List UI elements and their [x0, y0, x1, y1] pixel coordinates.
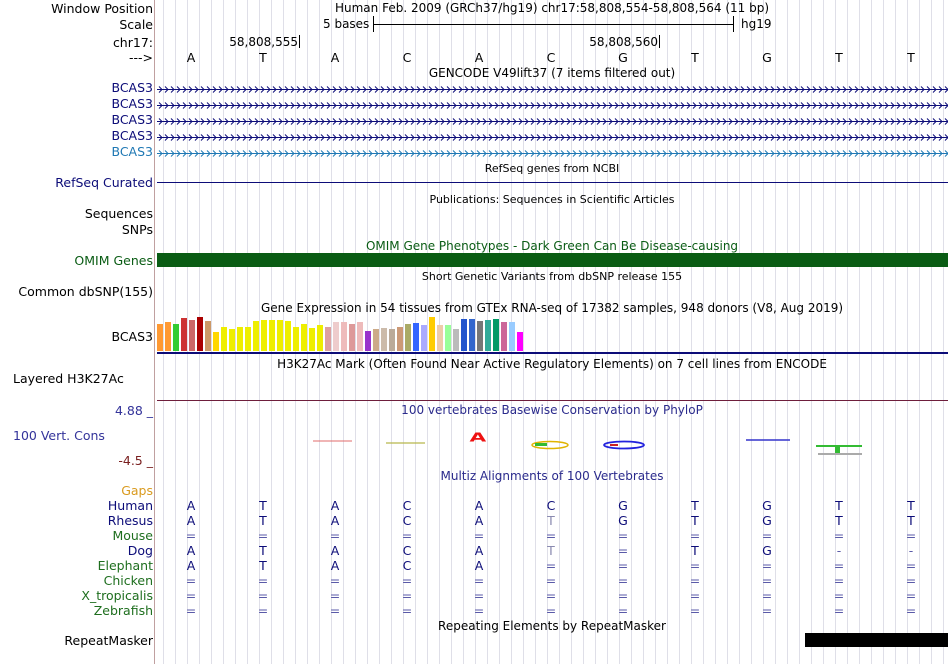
gtex-tissue-bar[interactable] [445, 325, 451, 351]
gencode-transcript-label[interactable]: BCAS3 [111, 96, 153, 111]
gencode-transcript-line[interactable] [157, 81, 948, 94]
phylop-label[interactable]: 100 Vert. Cons [13, 428, 105, 443]
gtex-tissue-bar[interactable] [205, 321, 211, 351]
gtex-tissue-bar[interactable] [173, 324, 179, 351]
multiz-base: A [186, 543, 196, 558]
scale-bar [373, 24, 733, 25]
phylop-title[interactable]: 100 vertebrates Basewise Conservation by PhyloP [401, 403, 703, 417]
scale-bar-right-tick [733, 16, 734, 32]
multiz-base: = [689, 573, 701, 588]
multiz-base: = [401, 588, 413, 603]
gtex-tissue-bar[interactable] [229, 329, 235, 351]
gencode-transcript-line[interactable] [157, 113, 948, 126]
multiz-base: = [833, 558, 845, 573]
omim-gene-bar[interactable] [157, 253, 948, 267]
multiz-base: T [547, 513, 555, 528]
multiz-species-label[interactable]: Elephant [97, 558, 153, 573]
multiz-base: = [689, 603, 701, 618]
multiz-base: = [545, 573, 557, 588]
gencode-transcript-label[interactable]: BCAS3 [111, 128, 153, 143]
multiz-base: = [473, 588, 485, 603]
gtex-tissue-bar[interactable] [365, 331, 371, 351]
base-letter: C [402, 50, 412, 65]
coord-a-tick [299, 35, 300, 48]
multiz-base: = [689, 588, 701, 603]
multiz-base: A [474, 498, 484, 513]
multiz-base: = [257, 588, 269, 603]
multiz-base: = [545, 528, 557, 543]
multiz-base: T [259, 543, 267, 558]
multiz-species-label[interactable]: Mouse [112, 528, 153, 543]
scale-db: hg19 [741, 17, 772, 31]
multiz-base: G [618, 513, 628, 528]
assembly-position-text: Human Feb. 2009 (GRCh37/hg19) chr17:58,808,554-58,808,564 (11 bp) [334, 1, 770, 15]
scale-text: 5 bases [323, 17, 370, 31]
gtex-tissue-bar[interactable] [349, 324, 355, 351]
phylop-mark-g [610, 444, 618, 446]
multiz-species-label[interactable]: Chicken [103, 573, 153, 588]
gtex-tissue-bar[interactable] [301, 324, 307, 351]
scale-bar-left-tick [373, 16, 374, 32]
gtex-tissue-bar[interactable] [181, 318, 187, 351]
gtex-tissue-bar[interactable] [213, 332, 219, 351]
dbsnp-title[interactable]: Short Genetic Variants from dbSNP release 155 [421, 270, 683, 283]
multiz-base: T [835, 498, 843, 513]
base-letter: A [186, 50, 196, 65]
gtex-tissue-bar[interactable] [477, 321, 483, 351]
chrom-label: chr17: [112, 35, 153, 50]
gtex-tissue-bar[interactable] [221, 327, 227, 351]
multiz-base: = [617, 588, 629, 603]
multiz-base: = [257, 603, 269, 618]
multiz-base: A [330, 558, 340, 573]
gtex-tissue-bar[interactable] [341, 322, 347, 351]
gtex-tissue-bar[interactable] [429, 317, 435, 351]
gtex-tissue-bar[interactable] [253, 321, 259, 351]
dbsnp-label[interactable]: Common dbSNP(155) [18, 284, 153, 299]
phylop-logo[interactable] [0, 420, 950, 460]
base-letter: G [618, 50, 628, 65]
multiz-base: G [762, 498, 772, 513]
multiz-base: = [833, 588, 845, 603]
repeatmasker-element[interactable] [805, 633, 948, 647]
multiz-base: T [691, 513, 699, 528]
multiz-base: = [617, 528, 629, 543]
multiz-base: = [761, 573, 773, 588]
gtex-tissue-bar[interactable] [309, 328, 315, 351]
phylop-letter-t-stem [835, 445, 840, 453]
h3k27ac-baseline [157, 400, 948, 401]
gtex-tissue-bar[interactable] [157, 324, 163, 351]
multiz-base: = [617, 558, 629, 573]
gencode-transcript-line[interactable] [157, 129, 948, 142]
gtex-title[interactable]: Gene Expression in 54 tissues from GTEx RNA-seq of 17382 samples, 948 donors (V8, Aug 2019) [260, 301, 844, 315]
multiz-base: G [762, 543, 772, 558]
multiz-base: A [474, 513, 484, 528]
multiz-base: = [905, 573, 917, 588]
coord-a: 58,808,555 [229, 35, 298, 49]
multiz-species-label[interactable]: X_tropicalis [81, 588, 153, 603]
gtex-tissue-bar[interactable] [469, 319, 475, 351]
gaps-label[interactable]: Gaps [121, 483, 153, 498]
multiz-base: C [402, 498, 412, 513]
multiz-base: C [402, 543, 412, 558]
coord-b: 58,808,560 [589, 35, 658, 49]
gtex-tissue-bar[interactable] [381, 328, 387, 351]
multiz-base: = [617, 543, 629, 558]
gtex-tissue-bar[interactable] [389, 329, 395, 351]
gencode-transcript-label[interactable]: BCAS3 [111, 144, 153, 159]
gtex-tissue-bar[interactable] [437, 325, 443, 351]
scale-label: Scale [119, 17, 153, 32]
multiz-base: = [689, 528, 701, 543]
phylop-mark-10 [818, 453, 862, 455]
gtex-tissue-bar[interactable] [421, 325, 427, 351]
multiz-base: A [186, 498, 196, 513]
gtex-tissue-bar[interactable] [277, 320, 283, 351]
multiz-base: = [689, 558, 701, 573]
publications-title[interactable]: Publications: Sequences in Scientific Articles [429, 193, 675, 206]
multiz-title[interactable]: Multiz Alignments of 100 Vertebrates [440, 469, 664, 483]
gtex-tissue-bar[interactable] [325, 327, 331, 351]
phylop-mark-c [535, 443, 547, 446]
gtex-tissue-bar[interactable] [517, 332, 523, 351]
strand-label: ---> [128, 50, 153, 65]
gtex-tissue-bar[interactable] [197, 317, 203, 351]
multiz-base: = [257, 573, 269, 588]
gtex-tissue-bar[interactable] [189, 320, 195, 351]
multiz-base: = [473, 573, 485, 588]
multiz-base: = [905, 603, 917, 618]
gtex-tissue-bar[interactable] [413, 323, 419, 351]
phylop-min-label: -4.5 _ [118, 453, 153, 468]
multiz-base: T [259, 558, 267, 573]
base-letter: G [762, 50, 772, 65]
base-letter: A [474, 50, 484, 65]
gtex-tissue-bar[interactable] [405, 324, 411, 351]
gtex-tissue-bar[interactable] [293, 327, 299, 351]
gtex-tissue-bar[interactable] [317, 325, 323, 351]
multiz-base: = [545, 603, 557, 618]
multiz-base: G [762, 513, 772, 528]
multiz-base: = [761, 528, 773, 543]
refseq-title[interactable]: RefSeq genes from NCBI [484, 162, 620, 175]
multiz-species-label[interactable]: Zebrafish [93, 603, 153, 618]
gtex-tissue-bar[interactable] [165, 322, 171, 351]
base-letter: T [259, 50, 267, 65]
multiz-base: T [691, 543, 699, 558]
gtex-tissue-bar[interactable] [357, 322, 363, 351]
multiz-base: = [185, 588, 197, 603]
multiz-base: = [401, 573, 413, 588]
multiz-base: = [833, 573, 845, 588]
gencode-transcript-label[interactable]: BCAS3 [111, 80, 153, 95]
multiz-base: = [905, 588, 917, 603]
multiz-base: T [259, 513, 267, 528]
multiz-base: = [833, 528, 845, 543]
repeatmasker-label[interactable]: RepeatMasker [64, 633, 153, 648]
base-letter: A [330, 50, 340, 65]
multiz-base: = [761, 603, 773, 618]
gtex-tissue-bar[interactable] [237, 327, 243, 351]
multiz-base: A [186, 513, 196, 528]
refseq-label[interactable]: RefSeq Curated [55, 175, 153, 190]
base-letter: T [691, 50, 699, 65]
multiz-base: = [473, 528, 485, 543]
multiz-base: A [186, 558, 196, 573]
multiz-base: = [473, 603, 485, 618]
gtex-tissue-bar[interactable] [373, 329, 379, 351]
multiz-base: T [835, 513, 843, 528]
h3k27ac-title[interactable]: H3K27Ac Mark (Often Found Near Active Regulatory Elements) on 7 cell lines from ENCODE [277, 357, 827, 371]
phylop-letter-a: A [469, 430, 487, 446]
multiz-base: A [330, 543, 340, 558]
refseq-gene-line[interactable] [157, 182, 948, 183]
publications-label[interactable]: Sequences [84, 206, 153, 221]
gtex-tissue-bar[interactable] [261, 320, 267, 351]
gtex-label[interactable]: BCAS3 [111, 329, 153, 344]
multiz-base: A [330, 513, 340, 528]
base-letter: T [835, 50, 843, 65]
gtex-tissue-bar[interactable] [333, 322, 339, 351]
multiz-base: = [401, 528, 413, 543]
window-position-label: Window Position [51, 1, 153, 16]
multiz-base: = [329, 573, 341, 588]
multiz-base: = [761, 558, 773, 573]
multiz-base: G [618, 498, 628, 513]
gencode-transcript-line[interactable] [157, 145, 948, 158]
multiz-species-label[interactable]: Human [107, 498, 153, 513]
multiz-base: = [905, 528, 917, 543]
multiz-base: T [547, 543, 555, 558]
h3k27ac-label[interactable]: Layered H3K27Ac [13, 371, 124, 386]
gtex-tissue-bar[interactable] [269, 320, 275, 351]
multiz-base: T [691, 498, 699, 513]
multiz-base: A [474, 543, 484, 558]
multiz-species-label[interactable]: Rhesus [107, 513, 153, 528]
multiz-base: A [474, 558, 484, 573]
phylop-max-label: 4.88 _ [114, 403, 153, 418]
repeatmasker-title[interactable]: Repeating Elements by RepeatMasker [438, 619, 666, 633]
label-divider [154, 0, 155, 664]
multiz-base: = [617, 603, 629, 618]
omim-label[interactable]: OMIM Genes [74, 253, 153, 268]
multiz-base: - [836, 543, 842, 558]
coord-b-tick [659, 35, 660, 48]
multiz-base: = [401, 603, 413, 618]
gtex-tissue-bar[interactable] [453, 329, 459, 351]
multiz-base: C [402, 513, 412, 528]
omim-title[interactable]: OMIM Gene Phenotypes - Dark Green Can Be Disease-causing [365, 239, 739, 253]
snps-label[interactable]: SNPs [121, 222, 153, 237]
multiz-base: T [907, 513, 915, 528]
gtex-tissue-bar[interactable] [501, 322, 507, 351]
multiz-base: T [907, 498, 915, 513]
gencode-transcript-line[interactable] [157, 97, 948, 110]
gtex-tissue-bar[interactable] [509, 322, 515, 351]
multiz-base: = [329, 603, 341, 618]
multiz-base: = [545, 588, 557, 603]
multiz-base: = [617, 573, 629, 588]
gtex-tissue-bar[interactable] [397, 327, 403, 351]
gtex-tissue-bar[interactable] [493, 319, 499, 351]
gtex-tissue-bar[interactable] [485, 320, 491, 351]
multiz-base: = [257, 528, 269, 543]
multiz-base: = [329, 528, 341, 543]
gtex-tissue-bar[interactable] [245, 327, 251, 351]
multiz-base: = [329, 588, 341, 603]
multiz-species-label[interactable]: Dog [127, 543, 153, 558]
multiz-base: = [185, 528, 197, 543]
multiz-base: T [259, 498, 267, 513]
gtex-tissue-bar[interactable] [285, 321, 291, 351]
gencode-transcript-label[interactable]: BCAS3 [111, 112, 153, 127]
multiz-base: C [546, 498, 556, 513]
multiz-base: C [402, 558, 412, 573]
multiz-base: = [185, 573, 197, 588]
multiz-base: = [545, 558, 557, 573]
multiz-base: A [330, 498, 340, 513]
multiz-base: = [185, 603, 197, 618]
multiz-base: = [833, 603, 845, 618]
multiz-base: = [905, 558, 917, 573]
multiz-base: = [761, 588, 773, 603]
gtex-tissue-bar[interactable] [461, 319, 467, 351]
gtex-track-bottom-line [157, 352, 948, 354]
base-letter: C [546, 50, 556, 65]
gencode-title[interactable]: GENCODE V49lift37 (7 items filtered out) [428, 66, 676, 80]
multiz-base: - [908, 543, 914, 558]
base-letter: T [907, 50, 915, 65]
